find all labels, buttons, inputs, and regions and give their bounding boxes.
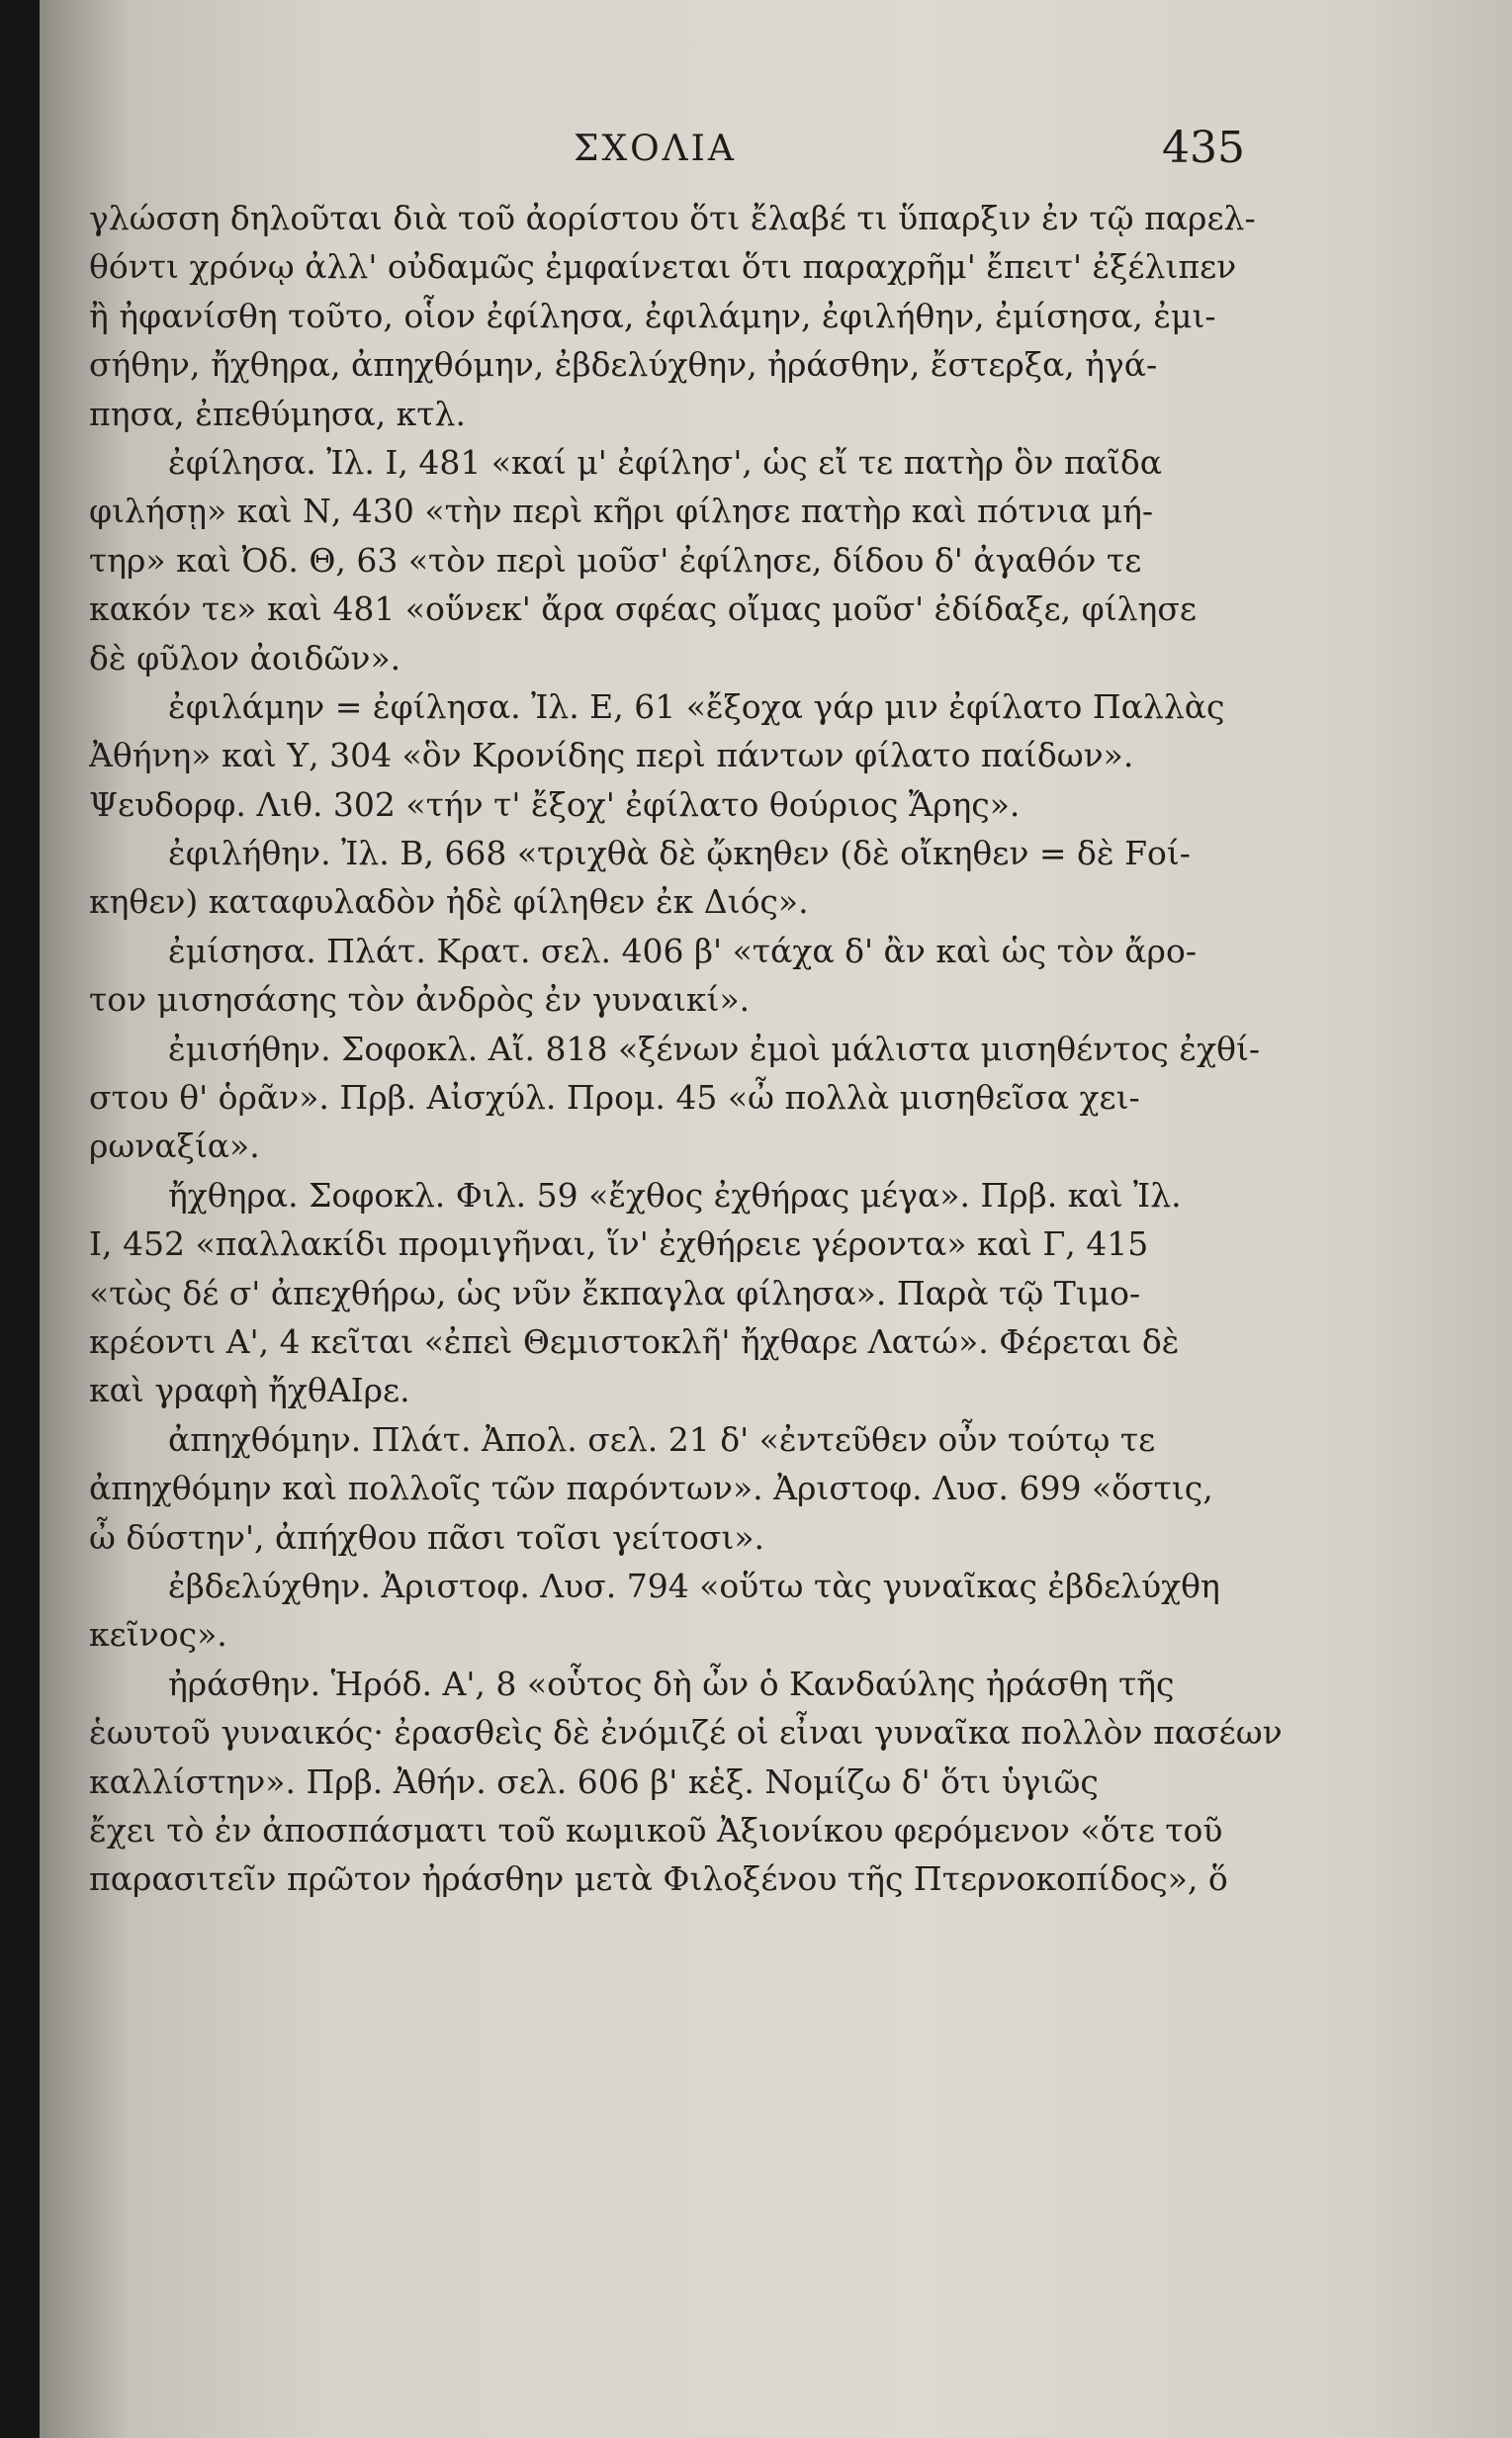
text-line: ἀπηχθόμην καὶ πολλοῖς τῶν παρόντων». Ἀριστοφ. Λυσ. 699 «ὅστις, <box>89 1469 1213 1508</box>
running-title: ΣΧΟΛΙΑ <box>574 129 737 169</box>
text-line: φιλήσῃ» καὶ Ν, 430 «τὴν περὶ κῆρι φίλησε πατὴρ καὶ πότνια μή- <box>89 492 1154 531</box>
page-number: 435 <box>1162 123 1245 173</box>
text-line: κεῖνος». <box>89 1615 227 1655</box>
text-line: τον μισησάσης τὸν ἀνδρὸς ἐν γυναικί». <box>89 980 751 1020</box>
text-line: Ἀθήνη» καὶ Υ, 304 «ὃν Κρονίδης περὶ πάντων φίλατο παίδων». <box>89 736 1134 775</box>
text-line: θόντι χρόνῳ ἀλλ' οὐδαμῶς ἐμφαίνεται ὅτι παραχρῆμ' ἔπειτ' ἐξέλιπεν <box>89 247 1237 287</box>
text-line: καὶ γραφὴ ἤχθΑΙρε. <box>89 1371 410 1410</box>
text-line: κρέοντι Α', 4 κεῖται «ἐπεὶ Θεμιστοκλῆ' ἤχθαρε Λατώ». Φέρεται δὲ <box>89 1321 1180 1361</box>
text-line: γλώσση δηλοῦται διὰ τοῦ ἀορίστου ὅτι ἔλαβέ τι ὕπαρξιν ἐν τῷ παρελ- <box>89 199 1256 237</box>
text-line: ἐβδελύχθην. Ἀριστοφ. Λυσ. 794 «οὕτω τὰς γυναῖκας ἐβδελύχθη <box>168 1566 1220 1605</box>
text-line: Ι, 452 «παλλακίδι προμιγῆναι, ἵν' ἐχθήρειε γέροντα» καὶ Γ, 415 <box>89 1224 1149 1264</box>
text-line: δὲ φῦλον ἀοιδῶν». <box>89 638 401 677</box>
text-line: κηθεν) καταφυλαδὸν ἠδὲ φίληθεν ἐκ Διός». <box>89 882 809 922</box>
text-line: καλλίστην». Πρβ. Ἀθήν. σελ. 606 β' κἑξ. Νομίζω δ' ὅτι ὑγιῶς <box>89 1761 1099 1801</box>
text-line: ἢ ἠφανίσθη τοῦτο, οἷον ἐφίλησα, ἐφιλάμην, ἐφιλήθην, ἐμίσησα, ἐμι- <box>89 296 1216 335</box>
book-page <box>40 0 1512 2438</box>
text-line: ἀπηχθόμην. Πλάτ. Ἀπολ. σελ. 21 δ' «ἐντεῦθεν οὖν τούτῳ τε <box>168 1419 1156 1459</box>
text-line: Ψευδορφ. Λιθ. 302 «τήν τ' ἔξοχ' ἐφίλατο θούριος Ἄρης». <box>89 784 1021 824</box>
text-line: πησα, ἐπεθύμησα, κτλ. <box>89 394 466 433</box>
text-line: στου θ' ὁρᾶν». Πρβ. Αἰσχύλ. Προμ. 45 «ὦ πολλὰ μισηθεῖσα χει- <box>89 1078 1140 1118</box>
text-line: ἐφιλάμην = ἐφίλησα. Ἰλ. Ε, 61 «ἔξοχα γάρ μιν ἐφίλατο Παλλὰς <box>168 686 1225 726</box>
page-header <box>40 123 1512 188</box>
text-line: ἐμίσησα. Πλάτ. Κρατ. σελ. 406 β' «τάχα δ' ἂν καὶ ὡς τὸν ἄρο- <box>168 931 1197 970</box>
text-line: ἐφιλήθην. Ἰλ. Β, 668 «τριχθὰ δὲ ᾤκηθεν (δὲ οἴκηθεν = δὲ Fοί- <box>168 834 1191 873</box>
text-line: ρωναξία». <box>89 1127 260 1166</box>
text-line: ὦ δύστην', ἀπήχθου πᾶσι τοῖσι γείτοσι». <box>89 1517 764 1557</box>
text-line: ἐμισήθην. Σοφοκλ. Αἴ. 818 «ξένων ἐμοὶ μάλιστα μισηθέντος ἐχθί- <box>168 1029 1261 1068</box>
text-line: ἠράσθην. Ἡρόδ. Α', 8 «οὗτος δὴ ὦν ὁ Κανδαύλης ἠράσθη τῆς <box>168 1664 1175 1703</box>
commentary-text <box>89 194 1300 1904</box>
text-line: ἑωυτοῦ γυναικός· ἐρασθεὶς δὲ ἐνόμιζέ οἱ εἶναι γυναῖκα πολλὸν πασέων <box>89 1713 1283 1753</box>
text-line: ἔχει τὸ ἐν ἀποσπάσματι τοῦ κωμικοῦ Ἀξιονίκου φερόμενον «ὅτε τοῦ <box>89 1810 1223 1850</box>
text-line: παρασιτεῖν πρῶτον ἠράσθην μετὰ Φιλοξένου τῆς Πτερνοκοπίδος», ὅ <box>89 1859 1228 1899</box>
text-line: ἤχθηρα. Σοφοκλ. Φιλ. 59 «ἔχθος ἐχθήρας μέγα». Πρβ. καὶ Ἰλ. <box>168 1175 1182 1215</box>
text-line: σήθην, ἤχθηρα, ἀπηχθόμην, ἐβδελύχθην, ἠράσθην, ἔστερξα, ἠγά- <box>89 345 1158 385</box>
text-line: ἐφίλησα. Ἰλ. Ι, 481 «καί μ' ἐφίλησ', ὡς εἴ τε πατὴρ ὃν παῖδα <box>168 442 1162 482</box>
text-line: τηρ» καὶ Ὀδ. Θ, 63 «τὸν περὶ μοῦσ' ἐφίλησε, δίδου δ' ἀγαθόν τε <box>89 540 1142 580</box>
text-line: «τὼς δέ σ' ἀπεχθήρω, ὡς νῦν ἔκπαγλα φίλησα». Παρὰ τῷ Τιμο- <box>89 1273 1141 1312</box>
text-line: κακόν τε» καὶ 481 «οὕνεκ' ἄρα σφέας οἴμας μοῦσ' ἐδίδαξε, φίλησε <box>89 589 1197 629</box>
